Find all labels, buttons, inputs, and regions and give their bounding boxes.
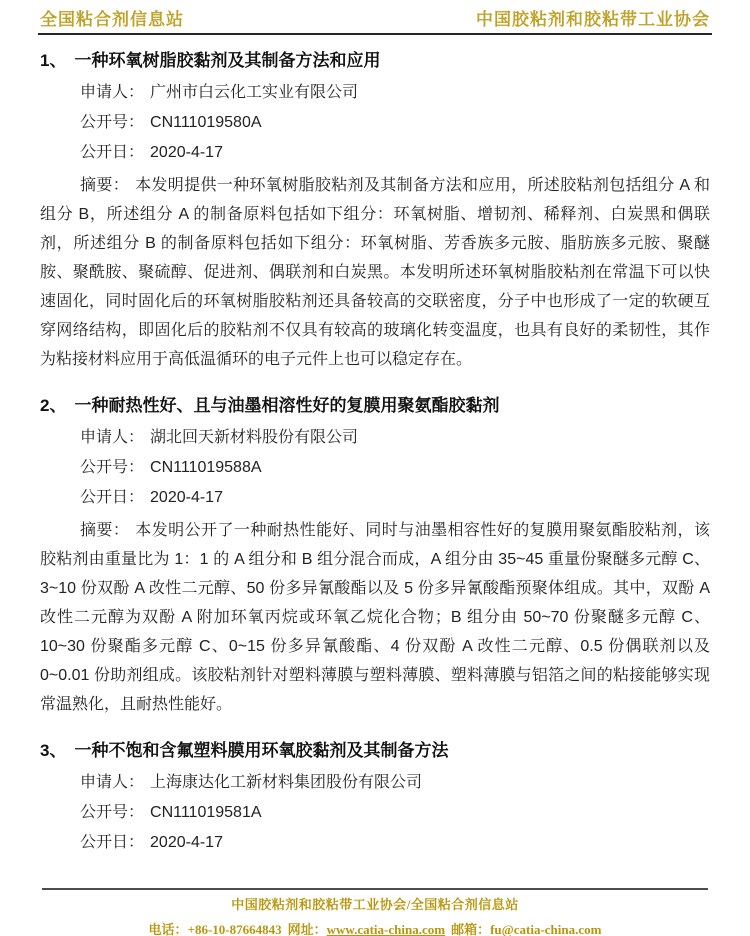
patent-entry-1 [40, 49, 710, 374]
patent-list [0, 49, 750, 858]
applicant-value: 上海康达化工新材料集团股份有限公司 [150, 774, 423, 791]
abstract-paragraph [40, 516, 710, 719]
abstract-label: 摘要： [80, 522, 130, 539]
entry-number: 3、 [40, 741, 67, 760]
abstract-paragraph [40, 171, 710, 374]
page-footer [42, 888, 708, 936]
publication-number-row [40, 453, 710, 483]
publication-date-row [40, 828, 710, 858]
email-value: fu@catia-china.com [490, 922, 602, 936]
header-left-title: 全国粘合剂信息站 [40, 10, 184, 29]
applicant-label: 申请人： [80, 774, 145, 791]
patent-entry-2 [40, 394, 710, 719]
publication-date-label: 公开日： [80, 144, 145, 161]
web-label: 网址： [287, 922, 327, 936]
patent-title [40, 394, 710, 418]
publication-date-row [40, 483, 710, 513]
website-link[interactable]: www.catia-china.com [326, 922, 446, 936]
page-header [38, 0, 712, 35]
publication-number-value: CN111019581A [150, 804, 262, 821]
publication-number-row [40, 108, 710, 138]
applicant-row [40, 768, 710, 798]
footer-org-line: 中国胶粘剂和胶粘带工业协会/全国粘合剂信息站 [231, 897, 519, 912]
entry-title-text: 一种耐热性好、且与油墨相溶性好的复膜用聚氨酯胶黏剂 [74, 396, 500, 415]
email-label: 邮箱： [451, 922, 491, 936]
phone-value: +86-10-87664843 [187, 922, 282, 936]
publication-number-row [40, 798, 710, 828]
abstract-text: 本发明公开了一种耐热性能好、同时与油墨相容性好的复膜用聚氨酯胶粘剂，该胶粘剂由重量比为 1：1 的 A 组分和 B 组分混合而成，A 组分由 35~45 重量份聚醚多元醇 C、3~10 份双酚 A 改性二元醇、50 份多异氰酸酯以及 5 份多异氰酸酯预聚体组成。其中，双酚 A 改性二元醇为双酚 A 附加环氧丙烷或环氧乙烷化合物；B 组分由 50~70 份聚醚多元醇 C、10~30 份聚酯多元醇 C、0~15 份多异氰酸酯、4 份双酚 A 改性二元醇、0.5 份偶联剂以及 0~0.01 份助剂组成。该胶粘剂针对塑料薄膜与塑料薄膜、塑料薄膜与铝箔之间的粘接能够实现常温熟化，且耐热性能好。 [40, 522, 710, 713]
publication-number-value: CN111019588A [150, 459, 262, 476]
patent-title [40, 739, 710, 763]
abstract-label: 摘要： [80, 177, 130, 194]
patent-entry-3 [40, 739, 710, 858]
entry-title-text: 一种环氧树脂胶黏剂及其制备方法和应用 [74, 51, 381, 70]
patent-title [40, 49, 710, 73]
publication-date-value: 2020-4-17 [150, 834, 223, 851]
applicant-value: 湖北回天新材料股份有限公司 [150, 429, 359, 446]
footer-contact-line [42, 919, 708, 936]
entry-number: 2、 [40, 396, 67, 415]
entry-number: 1、 [40, 51, 67, 70]
header-right-title: 中国胶粘剂和胶粘带工业协会 [476, 10, 710, 29]
publication-date-label: 公开日： [80, 834, 145, 851]
entry-title-text: 一种不饱和含氟塑料膜用环氧胶黏剂及其制备方法 [74, 741, 449, 760]
applicant-row [40, 78, 710, 108]
applicant-label: 申请人： [80, 84, 145, 101]
publication-date-row [40, 138, 710, 168]
applicant-label: 申请人： [80, 429, 145, 446]
publication-date-label: 公开日： [80, 489, 145, 506]
applicant-value: 广州市白云化工实业有限公司 [150, 84, 359, 101]
publication-number-label: 公开号： [80, 114, 145, 131]
publication-date-value: 2020-4-17 [150, 489, 223, 506]
publication-number-value: CN111019580A [150, 114, 262, 131]
publication-number-label: 公开号： [80, 459, 145, 476]
abstract-text: 本发明提供一种环氧树脂胶粘剂及其制备方法和应用，所述胶粘剂包括组分 A 和组分 B，所述组分 A 的制备原料包括如下组分：环氧树脂、增韧剂、稀释剂、白炭黑和偶联剂，所述组分 B 的制备原料包括如下组分：环氧树脂、芳香族多元胺、脂肪族多元胺、聚醚胺、聚酰胺、聚硫醇、促进剂、偶联剂和白炭黑。本发明所述环氧树脂胶粘剂在常温下可以快速固化，同时固化后的环氧树脂胶粘剂还具备较高的交联密度，分子中也形成了一定的软硬互穿网络结构，即固化后的胶粘剂不仅具有较高的玻璃化转变温度，也具有良好的柔韧性，其作为粘接材料应用于高低温循环的电子元件上也可以稳定存在。 [40, 177, 710, 368]
phone-label: 电话： [148, 922, 188, 936]
publication-number-label: 公开号： [80, 804, 145, 821]
applicant-row [40, 423, 710, 453]
publication-date-value: 2020-4-17 [150, 144, 223, 161]
